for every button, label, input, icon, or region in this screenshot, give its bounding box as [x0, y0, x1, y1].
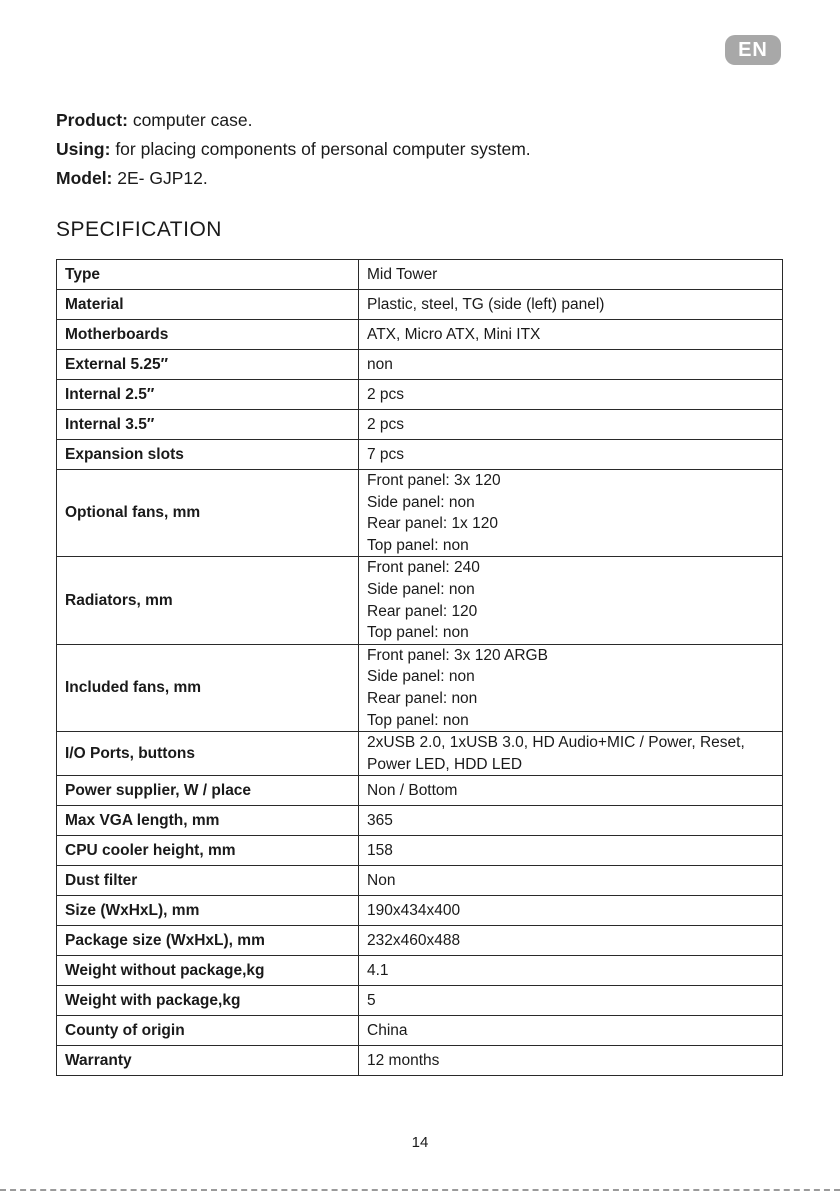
spec-value-line: 5: [367, 992, 376, 1010]
spec-row: [57, 896, 783, 926]
language-badge: EN: [725, 35, 781, 65]
spec-value-line: Rear panel: 120: [367, 602, 478, 620]
intro-model: [56, 166, 531, 195]
specification-heading: SPECIFICATION: [56, 218, 222, 241]
spec-row: [57, 644, 783, 731]
spec-key: Expansion slots: [57, 440, 359, 470]
intro-product: [56, 108, 531, 137]
spec-value-line: Non / Bottom: [367, 782, 458, 800]
spec-value: [359, 440, 783, 470]
spec-key: Package size (WxHxL), mm: [57, 926, 359, 956]
spec-row: [57, 440, 783, 470]
spec-value: [359, 470, 783, 557]
spec-value: [359, 956, 783, 986]
spec-value-line: non: [367, 355, 393, 373]
spec-value-line: 7 pcs: [367, 445, 405, 463]
specification-table: [56, 259, 783, 1076]
spec-value-line: Top panel: non: [367, 624, 469, 642]
intro-text: for placing components of personal computer system.: [110, 139, 531, 159]
spec-value-line: 365: [367, 812, 393, 830]
spec-key: External 5.25″: [57, 350, 359, 380]
spec-value: [359, 986, 783, 1016]
spec-key: Weight without package,kg: [57, 956, 359, 986]
spec-key: Optional fans, mm: [57, 470, 359, 557]
intro-label: Product:: [56, 110, 128, 130]
spec-value-line: Top panel: non: [367, 711, 469, 729]
spec-key: Size (WxHxL), mm: [57, 896, 359, 926]
spec-key: CPU cooler height, mm: [57, 836, 359, 866]
spec-key: County of origin: [57, 1016, 359, 1046]
spec-value: [359, 732, 783, 776]
spec-row: [57, 1016, 783, 1046]
spec-key: Included fans, mm: [57, 644, 359, 731]
spec-key: Motherboards: [57, 320, 359, 350]
page-number: 14: [411, 1134, 429, 1151]
spec-key: Internal 2.5″: [57, 380, 359, 410]
intro-text: computer case.: [127, 110, 253, 130]
spec-key: Dust filter: [57, 866, 359, 896]
spec-row: [57, 260, 783, 290]
spec-value-line: Rear panel: 1x 120: [367, 515, 498, 533]
spec-row: [57, 926, 783, 956]
spec-value: [359, 866, 783, 896]
spec-value-line: Plastic, steel, TG (side (left) panel): [367, 295, 605, 313]
spec-value: [359, 1016, 783, 1046]
spec-row: [57, 776, 783, 806]
spec-value-line: Power LED, HDD LED: [367, 755, 523, 773]
spec-key: Radiators, mm: [57, 557, 359, 644]
intro-label: Using:: [56, 139, 111, 159]
spec-value: [359, 557, 783, 644]
spec-value-line: Front panel: 3x 120 ARGB: [367, 646, 548, 664]
spec-key: Power supplier, W / place: [57, 776, 359, 806]
spec-row: [57, 1046, 783, 1076]
spec-value-line: 190x434x400: [367, 902, 461, 920]
spec-value: [359, 776, 783, 806]
spec-value-line: Top panel: non: [367, 536, 469, 554]
intro-using: [56, 137, 531, 166]
spec-row: [57, 956, 783, 986]
spec-row: [57, 806, 783, 836]
spec-value-line: Side panel: non: [367, 493, 475, 511]
spec-row: [57, 350, 783, 380]
spec-key: Material: [57, 290, 359, 320]
spec-key: Max VGA length, mm: [57, 806, 359, 836]
spec-value-line: ATX, Micro ATX, Mini ITX: [367, 325, 541, 343]
spec-row: [57, 320, 783, 350]
spec-row: [57, 470, 783, 557]
spec-value: [359, 1046, 783, 1076]
intro-text: 2E- GJP12.: [112, 168, 208, 188]
spec-value-line: 158: [367, 842, 393, 860]
spec-row: [57, 380, 783, 410]
spec-row: [57, 290, 783, 320]
spec-key: Warranty: [57, 1046, 359, 1076]
spec-value-line: Front panel: 240: [367, 559, 480, 577]
spec-key: Type: [57, 260, 359, 290]
spec-value: [359, 806, 783, 836]
spec-row: [57, 836, 783, 866]
spec-row: [57, 557, 783, 644]
spec-value-line: China: [367, 1022, 408, 1040]
spec-value-line: 2 pcs: [367, 415, 405, 433]
intro-label: Model:: [56, 168, 113, 188]
spec-value: [359, 290, 783, 320]
spec-row: [57, 986, 783, 1016]
spec-value: [359, 350, 783, 380]
spec-value-line: Side panel: non: [367, 668, 475, 686]
spec-value-line: Front panel: 3x 120: [367, 472, 501, 489]
spec-value: [359, 644, 783, 731]
product-intro: [56, 108, 531, 195]
spec-value-line: 4.1: [367, 962, 389, 980]
spec-value-line: Non: [367, 872, 396, 890]
spec-value-line: 2xUSB 2.0, 1xUSB 3.0, HD Audio+MIC / Power, Reset,: [367, 734, 745, 752]
spec-value: [359, 380, 783, 410]
spec-value-line: Side panel: non: [367, 580, 475, 598]
page-bottom-rule: [0, 1189, 840, 1191]
spec-value-line: 12 months: [367, 1052, 440, 1070]
spec-value-line: 232x460x488: [367, 932, 461, 950]
spec-key: Internal 3.5″: [57, 410, 359, 440]
spec-value-line: Rear panel: non: [367, 689, 478, 707]
spec-value-line: Mid Tower: [367, 265, 438, 283]
spec-value: [359, 926, 783, 956]
spec-row: [57, 866, 783, 896]
spec-value-line: 2 pcs: [367, 385, 405, 403]
spec-row: [57, 732, 783, 776]
spec-key: I/O Ports, buttons: [57, 732, 359, 776]
spec-value: [359, 410, 783, 440]
spec-value: [359, 896, 783, 926]
spec-row: [57, 410, 783, 440]
spec-value: [359, 260, 783, 290]
spec-value: [359, 836, 783, 866]
spec-value: [359, 320, 783, 350]
spec-key: Weight with package,kg: [57, 986, 359, 1016]
